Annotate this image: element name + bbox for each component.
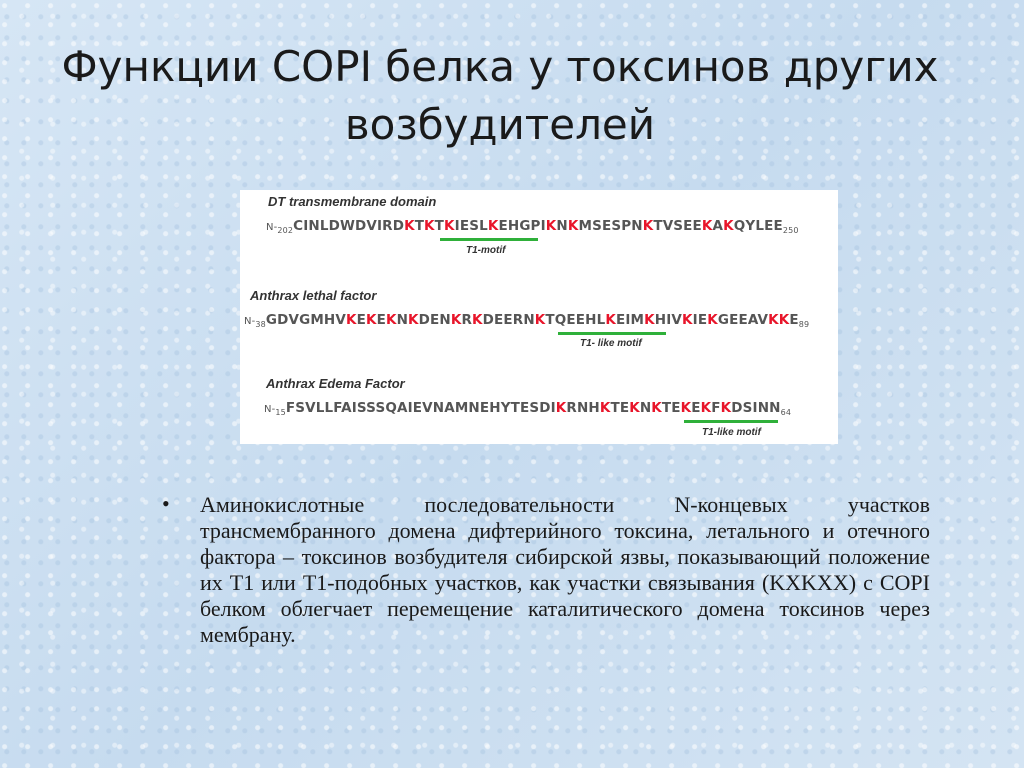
residue: G — [265, 312, 278, 328]
end-position: 89 — [798, 320, 810, 329]
residue: E — [738, 312, 748, 328]
residue: R — [382, 218, 393, 234]
residue: D — [355, 218, 367, 234]
lysine-residue: K — [444, 218, 455, 234]
lysine-residue: K — [404, 218, 415, 234]
residue: E — [498, 218, 508, 234]
residue: H — [585, 312, 597, 328]
residue: N — [576, 400, 589, 416]
residue: T — [610, 400, 620, 416]
lysine-residue: K — [345, 312, 357, 328]
residue: S — [529, 400, 540, 416]
residue: P — [530, 218, 541, 234]
residue: L — [755, 218, 765, 234]
lysine-residue: K — [651, 400, 662, 416]
residue: S — [611, 218, 622, 234]
residue: I — [303, 218, 309, 234]
residue: M — [630, 312, 645, 328]
slide-title: Функции COPI белка у токсинов других возбудителей — [61, 42, 939, 149]
residue: V — [671, 312, 683, 328]
residue: D — [418, 312, 431, 328]
residue: I — [376, 218, 383, 234]
residue: S — [295, 400, 306, 416]
residue: E — [356, 312, 366, 328]
residue: V — [305, 400, 316, 416]
residue: F — [711, 400, 721, 416]
residue: E — [503, 312, 513, 328]
residues — [266, 312, 799, 328]
residue: N — [769, 400, 781, 416]
residue: A — [747, 312, 758, 328]
lysine-residue: K — [605, 312, 616, 328]
motif-label-edema: T1-like motif — [702, 427, 761, 438]
residue: D — [392, 218, 405, 234]
t1-like-motif-underline — [684, 420, 778, 423]
t1-motif-underline — [440, 238, 538, 241]
residues — [293, 218, 783, 234]
residue: N — [639, 400, 652, 416]
residue: N — [556, 218, 568, 234]
residue: F — [285, 400, 296, 416]
lysine-residue: K — [534, 312, 546, 328]
lysine-residue: K — [680, 400, 692, 416]
residue: I — [752, 400, 758, 416]
residue: T — [414, 218, 425, 234]
end-position: 250 — [782, 226, 799, 235]
bullet-marker: • — [162, 491, 170, 516]
sequence-row-edema — [264, 400, 791, 417]
residue: D — [731, 400, 743, 416]
sequence-row-lethal — [244, 312, 809, 329]
residue: E — [459, 218, 470, 234]
residue: D — [277, 312, 289, 328]
residue: R — [461, 312, 473, 328]
residue: M — [578, 218, 593, 234]
residue: H — [654, 312, 667, 328]
residue: Q — [733, 218, 746, 234]
lysine-residue: K — [408, 312, 419, 328]
residues — [286, 400, 781, 416]
n-terminus-label: N- — [244, 316, 256, 327]
lysine-residue: K — [642, 218, 654, 234]
residue: D — [539, 400, 551, 416]
residue: I — [540, 218, 546, 234]
residue: T — [434, 218, 445, 234]
residue: E — [619, 400, 630, 416]
residue: S — [375, 400, 386, 416]
residue: V — [335, 312, 346, 328]
residue: E — [494, 312, 504, 328]
residue: Q — [554, 312, 567, 328]
lysine-residue: K — [545, 218, 557, 234]
residue: F — [333, 400, 342, 416]
residue: E — [764, 218, 774, 234]
residue: E — [430, 312, 440, 328]
residue: Y — [745, 218, 756, 234]
residue: T — [545, 312, 555, 328]
lysine-residue: K — [424, 218, 435, 234]
bullet-text: Аминокислотные последовательности N-концевых участков трансмембранного домена дифтерийного токсина, летального и отечного фактора – токсинов возбудителя сибирской язвы, показывающий положение их Т1 или Т1-подобных участков, как участки связывания (KXKXX) с COPI белком облегчает перемещение каталитического домена токсинов через мембрану. — [200, 492, 930, 647]
residue: T — [510, 400, 520, 416]
residue: I — [351, 400, 357, 416]
residue: G — [519, 218, 531, 234]
residue: H — [507, 218, 520, 234]
start-position: 202 — [277, 226, 294, 235]
t1-like-motif-underline — [558, 332, 666, 335]
sequence-row-dt — [266, 218, 799, 235]
sequence-figure — [240, 190, 838, 444]
motif-label-lethal: T1- like motif — [580, 338, 642, 349]
residue: N — [523, 312, 535, 328]
lysine-residue: K — [567, 218, 579, 234]
bullet-item — [162, 492, 930, 648]
residue: E — [412, 400, 423, 416]
residue: E — [789, 312, 799, 328]
panel-heading-edema: Anthrax Edema Factor — [266, 376, 405, 391]
residue: N — [396, 312, 409, 328]
lysine-residue: K — [701, 218, 713, 234]
residue: C — [293, 218, 304, 234]
residue: E — [615, 312, 626, 328]
lysine-residue: K — [629, 400, 640, 416]
lysine-residue: K — [720, 400, 732, 416]
residue: E — [773, 218, 783, 234]
residue: E — [575, 312, 586, 328]
residue: E — [671, 400, 681, 416]
lysine-residue: K — [682, 312, 693, 328]
residue: Y — [500, 400, 511, 416]
residue: R — [566, 400, 577, 416]
residue: S — [592, 218, 602, 234]
residue: E — [729, 312, 739, 328]
residue: E — [566, 312, 576, 328]
residue: I — [625, 312, 631, 328]
lysine-residue: K — [599, 400, 611, 416]
panel-heading-dt: DT transmembrane domain — [268, 194, 437, 209]
residue: T — [661, 400, 672, 416]
residue: S — [673, 218, 684, 234]
residue: G — [717, 312, 730, 328]
lysine-residue: K — [450, 312, 462, 328]
residue: I — [692, 312, 698, 328]
residue: V — [757, 312, 769, 328]
residue: L — [596, 312, 606, 328]
lysine-residue: K — [385, 312, 397, 328]
residue: E — [683, 218, 693, 234]
residue: H — [489, 400, 501, 416]
residue: I — [407, 400, 413, 416]
residue: I — [550, 400, 556, 416]
residue: S — [366, 400, 376, 416]
n-terminus-label: N- — [266, 222, 278, 233]
residue: H — [323, 312, 336, 328]
residue: M — [454, 400, 469, 416]
lysine-residue: K — [555, 400, 567, 416]
residue: N — [631, 218, 643, 234]
residue: G — [299, 312, 311, 328]
residue: H — [588, 400, 600, 416]
residue: S — [356, 400, 367, 416]
residue: N — [308, 218, 320, 234]
residue: Q — [385, 400, 397, 416]
residue: M — [310, 312, 324, 328]
residue: L — [324, 400, 334, 416]
end-position: 64 — [780, 408, 792, 417]
motif-label-dt: T1-motif — [466, 245, 506, 256]
residue: N — [757, 400, 770, 416]
residue: E — [376, 312, 386, 328]
residue: N — [468, 400, 480, 416]
residue: T — [653, 218, 663, 234]
residue: E — [691, 400, 701, 416]
n-terminus-label: N- — [264, 404, 276, 415]
lysine-residue: K — [487, 218, 499, 234]
residue: E — [692, 218, 702, 234]
residue: I — [666, 312, 672, 328]
lysine-residue: K — [707, 312, 718, 328]
residue: A — [341, 400, 352, 416]
lysine-residue: K — [700, 400, 712, 416]
residue: L — [315, 400, 325, 416]
residue: E — [479, 400, 490, 416]
residue: I — [454, 218, 460, 234]
residue: D — [482, 312, 495, 328]
residue: A — [712, 218, 724, 234]
lysine-residue: K — [768, 312, 779, 328]
residue: L — [319, 218, 329, 234]
residue: A — [444, 400, 455, 416]
lysine-residue: K — [472, 312, 483, 328]
lysine-residue: K — [723, 218, 734, 234]
residue: E — [697, 312, 708, 328]
residue: P — [621, 218, 632, 234]
residue: S — [742, 400, 753, 416]
residue: D — [328, 218, 340, 234]
residue: V — [662, 218, 674, 234]
residue: V — [288, 312, 300, 328]
start-position: 15 — [275, 408, 286, 417]
residue: V — [422, 400, 433, 416]
start-position: 38 — [255, 320, 266, 329]
residue: S — [469, 218, 480, 234]
residue: R — [512, 312, 524, 328]
lysine-residue: K — [644, 312, 655, 328]
residue: V — [366, 218, 377, 234]
residue: W — [339, 218, 355, 234]
panel-heading-lethal: Anthrax lethal factor — [250, 288, 377, 303]
residue: A — [396, 400, 408, 416]
residue: N — [432, 400, 445, 416]
residue: E — [519, 400, 530, 416]
residue: E — [601, 218, 612, 234]
residue: N — [439, 312, 451, 328]
lysine-residue: K — [365, 312, 377, 328]
residue: L — [479, 218, 488, 234]
lysine-residue: K — [778, 312, 790, 328]
